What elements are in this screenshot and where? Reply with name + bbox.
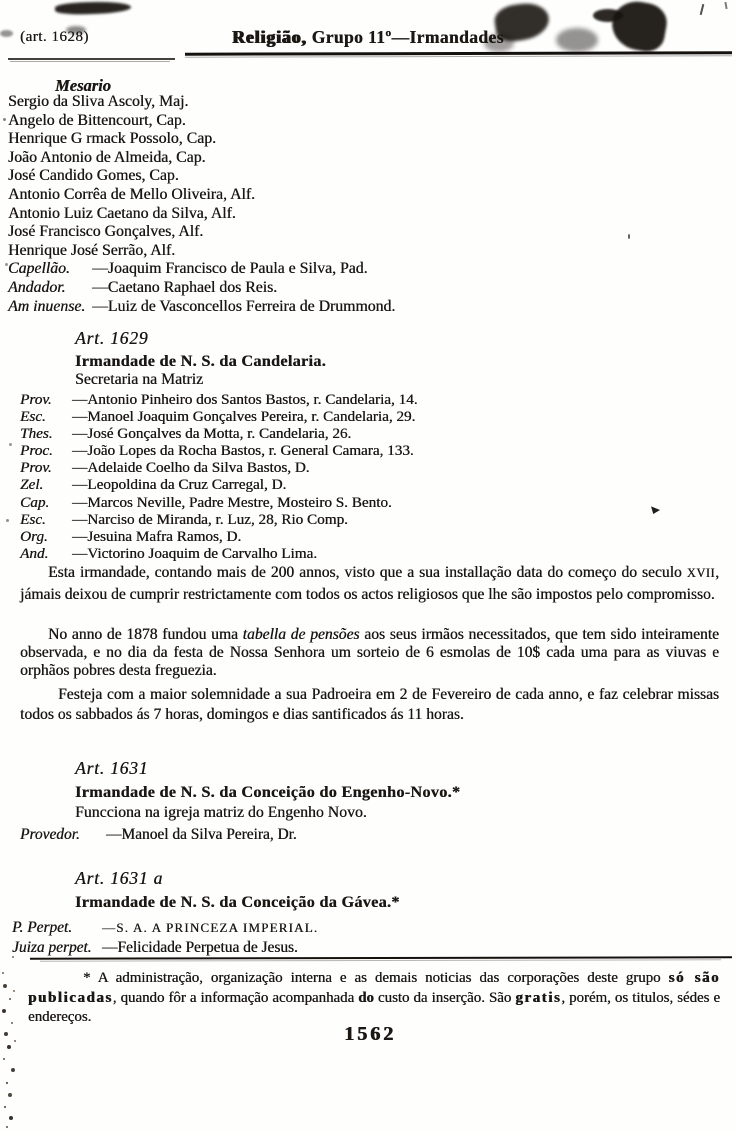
officer-name: —Antonio Pinheiro dos Santos Bastos, r. Candelaria, 14.: [72, 391, 418, 408]
member-row: José Francisco Gonçalves, Alf.: [8, 223, 204, 241]
footnote-bold-phrase: gratis: [515, 989, 562, 1006]
member-row: Sergio da Sliva Ascoly, Maj.: [8, 93, 189, 110]
officer-row: [20, 391, 720, 408]
header-rule: [185, 51, 732, 55]
officer-title: Proc.: [20, 442, 53, 460]
officer-row: [0, 279, 648, 298]
officer-name: —Adelaide Coelho da Silva Bastos, D.: [72, 459, 310, 477]
officer-row: [12, 938, 318, 958]
officer-title: P. Perpet.: [12, 919, 72, 936]
officer-title: Juiza perpet.: [12, 939, 92, 956]
article-number: Art. 1631: [75, 758, 149, 778]
ink-smudge-top-left: [55, 1, 131, 16]
officer-title: Prov.: [20, 459, 52, 477]
member-row: Angelo de Bittencourt, Cap.: [8, 111, 186, 129]
officer-row: [20, 408, 720, 425]
article-1631-heading: [75, 758, 460, 822]
paragraph-text: aos seus irmãos necessitados, que tem sido inteiramente observada, e no dia da festa de Nossa Senhora um sorteio de 6 esmolas de 10$ cada uma para as viuvas e orphãos pobres desta freguezia.: [20, 626, 719, 680]
header-title-group: Grupo 11º—Irmandades: [306, 27, 504, 47]
article-1631a-officer-list: [12, 918, 318, 958]
member-row: João Antonio de Almeida, Cap.: [8, 148, 206, 166]
officer-name: —Marcos Neville, Padre Mestre, Mosteiro S. Bento.: [72, 493, 392, 511]
brotherhood-title: Irmandade de N. S. da Conceição do Engenho-Novo.*: [75, 783, 461, 801]
officer-title: Esc.: [20, 408, 46, 426]
ink-tick-top-right-2: [724, 2, 727, 9]
officer-row: [20, 494, 720, 511]
officer-name: —Leopoldina da Cruz Carregal, D.: [72, 476, 287, 494]
footnote-text: * A administração, organização interna e as demais noticias das corporações deste grupo: [83, 970, 669, 986]
officer-name: —Manoel Joaquim Gonçalves Pereira, r. Candelaria, 29.: [72, 408, 416, 426]
article-1631a-heading: [75, 868, 400, 912]
speck: [3, 118, 6, 121]
brotherhood-title: Irmandade de N. S. da Conceição da Gávea.*: [75, 893, 400, 911]
member-row: José Candido Gomes, Cap.: [8, 167, 179, 185]
ink-tick-top-right: [700, 4, 705, 15]
footnote-text: , porém, os titulos, sédes e endereços.: [28, 989, 720, 1026]
officer-title: Andador.: [8, 278, 66, 296]
speck: [9, 443, 12, 446]
officer-row: [20, 511, 720, 528]
brotherhood-subtitle: Funcciona na igreja matriz do Engenho Novo.: [75, 804, 367, 821]
paragraph-pensions: [20, 626, 719, 681]
speck: [6, 519, 9, 522]
officer-name: —João Lopes da Rocha Bastos, r. General Camara, 133.: [72, 442, 414, 460]
officer-title: Provedor.: [20, 826, 80, 843]
mesario-member-list: [8, 93, 648, 316]
footnote-bold-phrase: só são publicadas: [28, 970, 720, 1006]
article-1629-officer-list: [20, 391, 720, 562]
article-number: Art. 1631 a: [75, 868, 164, 888]
officer-title: Capellão.: [8, 260, 70, 278]
footnote-text: custo da inserção. São: [373, 989, 516, 1006]
member-row: Antonio Luiz Caetano da Silva, Alf.: [8, 204, 236, 222]
officer-name: —Caetano Raphael dos Reis.: [92, 278, 278, 296]
officer-name: —Narciso de Miranda, r. Luz, 28, Rio Comp.: [72, 510, 348, 528]
paragraph-festivities: Festeja com a maior solemnidade a sua Padroeira em 2 de Fevereiro de cada anno, e faz celebrar missas todos os sabbados ás 7 horas, domingos e dias santificados ás 11 horas.: [20, 686, 719, 723]
header-rule-left: [8, 58, 175, 60]
member-row: Antonio Corrêa de Mello Oliveira, Alf.: [8, 185, 255, 203]
officer-row: [20, 459, 720, 476]
officer-title: Thes.: [20, 425, 53, 443]
footnote: [28, 969, 720, 1028]
header-title-section: Religião,: [232, 27, 307, 47]
paragraph-text: , jámais deixou de cumprir restrictamente com todos os actos religiosos que lhe são impostos pelo compromisso.: [20, 564, 719, 604]
member-row: Henrique G rmack Possolo, Cap.: [8, 130, 216, 148]
officer-row: [12, 918, 318, 938]
paragraph-history: [20, 562, 719, 606]
officer-row: [0, 260, 648, 279]
officer-row: [20, 528, 720, 545]
page-number: 1562: [344, 1023, 396, 1045]
footnote-rule: [30, 956, 732, 960]
officer-name: —S. A. A PRINCEZA IMPERIAL.: [102, 920, 319, 935]
officer-row: [20, 545, 720, 562]
officer-row: [20, 476, 720, 493]
member-row: Henrique José Serrão, Alf.: [8, 241, 176, 259]
officer-name: —Luiz de Vasconcellos Ferreira de Drummond.: [92, 297, 396, 315]
footnote-bold-word: do: [358, 989, 374, 1006]
officer-title: Esc.: [20, 510, 46, 528]
brotherhood-title: Irmandade de N. S. da Candelaria.: [75, 352, 326, 370]
paragraph-text: No anno de 1878 fundou uma: [48, 626, 243, 643]
officer-row: [20, 442, 720, 459]
brotherhood-subtitle: Secretaria na Matriz: [75, 371, 204, 388]
footnote-text: , quando fôr a informação acompanhada: [112, 989, 359, 1006]
officer-title: Cap.: [20, 493, 50, 511]
officer-row: [20, 425, 720, 442]
speckles-left-edge: [0, 0, 2, 2]
paragraph-text: Esta irmandade, contando mais de 200 annos, visto que a sua installação data do começo do seculo: [48, 564, 687, 581]
officer-name: —Manoel da Silva Pereira, Dr.: [106, 826, 297, 843]
article-number: Art. 1629: [75, 328, 149, 348]
article-1629-heading: [75, 328, 326, 389]
officer-title: Org.: [20, 527, 48, 545]
officer-title: Prov.: [20, 391, 52, 408]
small-caps-roman-numeral: XVII: [686, 566, 716, 580]
officer-name: —Jesuina Mafra Ramos, D.: [72, 527, 242, 545]
officer-title: And.: [20, 544, 49, 562]
officer-name: —Felicidade Perpetua de Jesus.: [102, 939, 298, 956]
officer-name: —José Gonçalves da Motta, r. Candelaria, 26.: [72, 425, 352, 443]
officer-title: Am inuense.: [8, 297, 86, 315]
officer-name: —Victorino Joaquim de Carvalho Lima.: [72, 544, 317, 562]
officer-row: [20, 826, 297, 844]
officer-row: [0, 298, 648, 317]
header-article-reference: (art. 1628): [20, 29, 89, 45]
officer-title: Zel.: [20, 476, 44, 494]
mesario-heading: Mesario: [55, 76, 111, 95]
page-header-title: [0, 27, 736, 48]
italic-phrase: tabella de pensões: [242, 626, 360, 643]
officer-name: —Joaquim Francisco de Paula e Silva, Pad.: [92, 260, 368, 278]
